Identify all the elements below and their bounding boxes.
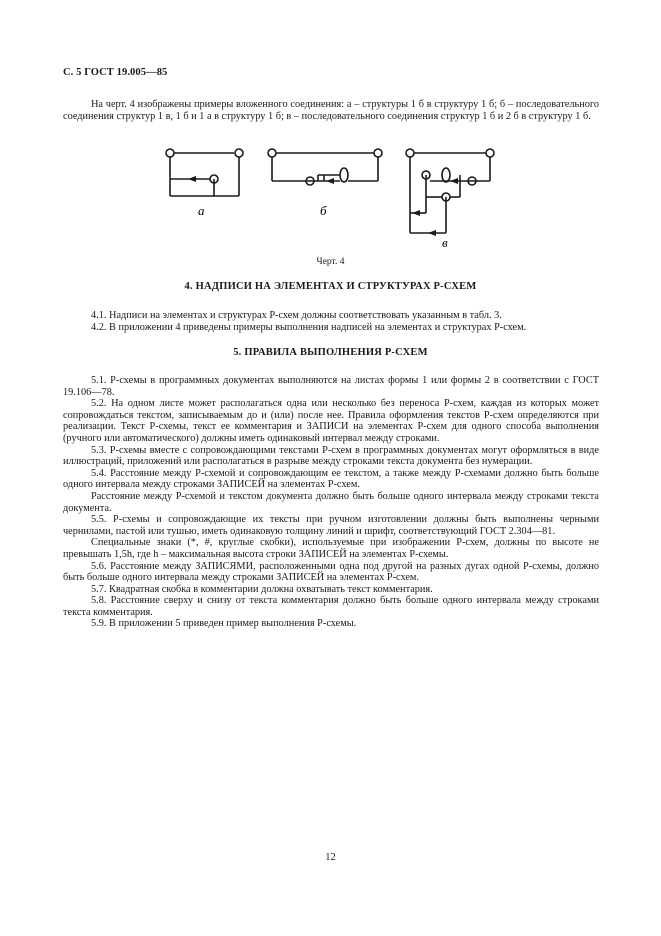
- figure-4: [150, 143, 510, 258]
- diagram-v: [406, 149, 494, 233]
- paragraph-5-8: 5.8. Расстояние сверху и снизу от текста комментария должно быть больше одного интервала между строками текста комментария.: [63, 595, 599, 618]
- section-4-body: [63, 310, 599, 333]
- paragraph-5-5: 5.5. Р-схемы и сопровождающие их тексты при ручном изготовлении должны быть выполнены черными чернилами, пастой или тушью, иметь одинаковую толщину линий и шрифт, соответствующий ГОСТ 2.304—81.: [63, 514, 599, 537]
- section-5-title: 5. ПРАВИЛА ВЫПОЛНЕНИЯ Р-СХЕМ: [233, 347, 428, 358]
- paragraph-5-9: 5.9. В приложении 5 приведен пример выполнения Р-схемы.: [91, 618, 357, 630]
- paragraph-4-2: 4.2. В приложении 4 приведены примеры выполнения надписей на элементах и структурах Р-схем.: [91, 321, 527, 333]
- section-5-body: [63, 375, 599, 630]
- paragraph-5-3: 5.3. Р-схемы вместе с сопровождающими текстами Р-схем в программных документах могут оформляться в виде иллюстраций, приложений или располагаться в разрыве между строками текста документа без нумерации.: [63, 444, 599, 468]
- section-4-title: 4. НАДПИСИ НА ЭЛЕМЕНТАХ И СТРУКТУРАХ Р-СХЕМ: [184, 281, 477, 292]
- figure-label-v: в: [442, 235, 448, 250]
- figure-label-a: а: [198, 203, 205, 218]
- diagram-b: [268, 149, 382, 185]
- paragraph-4-1: 4.1. Надписи на элементах и структурах Р-схем должны соответствовать указанным в табл. 3.: [91, 310, 502, 321]
- figure-caption: Черт. 4: [316, 257, 345, 267]
- paragraph-5-2: 5.2. На одном листе может располагаться одна или несколько без переноса Р-схем, каждая из которых может сопровождаться текстом, записываемым до и (или) после нее. Правила оформления текстов Р-схем определяются при реализации. Текст Р-схемы, текст ее комментария и ЗАПИСИ на элементах Р-схем для одного способа выполнения (ручного или автоматического) должны иметь одинаковый интервал между строками.: [63, 398, 599, 444]
- paragraph-5-5-cont: Специальные знаки (*, #, круглые скобки), используемые при изображении Р-схем, должны по высоте не превышать 1,5h, где h – максимальная высота строки ЗАПИСЕЙ на элементах Р-схемы.: [63, 537, 599, 560]
- paragraph-5-6: 5.6. Расстояние между ЗАПИСЯМИ, расположенными одна под другой на разных дугах одной Р-схемы, должно быть больше одного интервала между строками ЗАПИСЕЙ на элементах Р-схем.: [63, 560, 599, 584]
- intro-text: На черт. 4 изображены примеры вложенного соединения: а – структуры 1 б в структуру 1 б; б – последовательного соединения структур 1 в, 1 б и 1 а в структуру 1 б; в – последовательного соединения структур 1 б и 2 б в структуру 1 б.: [63, 99, 599, 122]
- paragraph-5-4-cont: Расстояние между Р-схемой и текстом документа должно быть больше одного интервала между строками текста документа.: [63, 490, 599, 514]
- intro-paragraph: [63, 99, 599, 122]
- figure-label-b: б: [320, 203, 327, 218]
- page-header: С. 5 ГОСТ 19.005—85: [63, 67, 168, 78]
- nested-connection-diagrams: [150, 143, 510, 258]
- paragraph-5-7: 5.7. Квадратная скобка в комментарии должна охватывать текст комментария.: [91, 583, 433, 595]
- page-number: 12: [325, 852, 336, 863]
- paragraph-5-1: 5.1. Р-схемы в программных документах выполняются на листах формы 1 или формы 2 в соответствии с ГОСТ 19.106—78.: [63, 375, 599, 398]
- diagram-a: [166, 149, 243, 196]
- paragraph-5-4: 5.4. Расстояние между Р-схемой и сопровождающим ее текстом, а также между Р-схемами должно быть больше одного интервала между строками ЗАПИСЕЙ на элементах Р-схем.: [63, 467, 599, 491]
